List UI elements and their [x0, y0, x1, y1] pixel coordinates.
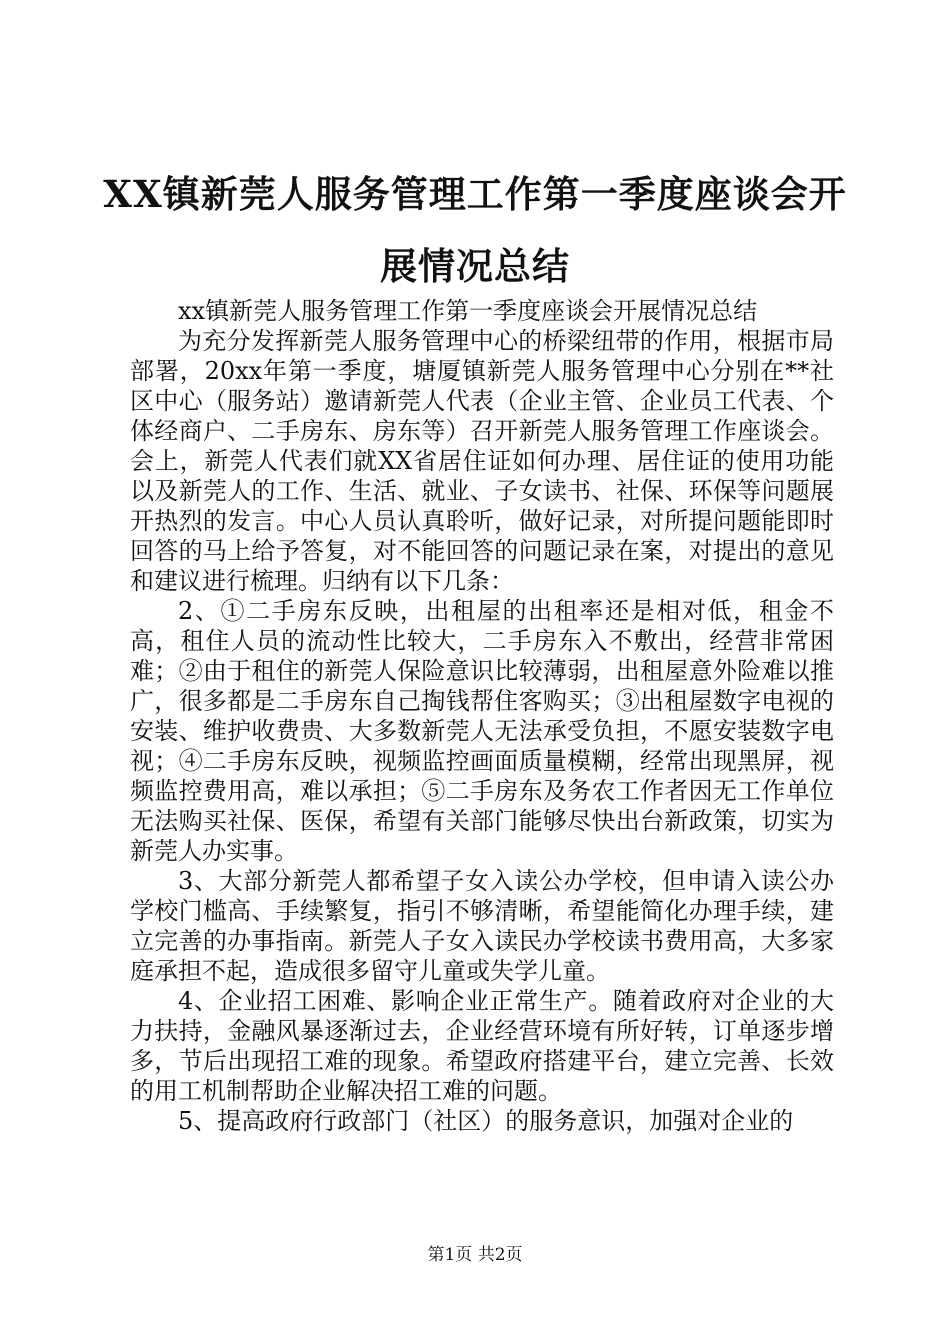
document-body	[130, 296, 834, 1136]
paragraph-item-4: 4、企业招工困难、影响企业正常生产。随着政府对企业的大力扶持，金融风暴逐渐过去，企业经营环境有所好转，订单逐步增多，节后出现招工难的现象。希望政府搭建平台，建立完善、长效的用工机制帮助企业解决招工难的问题。	[130, 987, 834, 1105]
page-footer: 第1页 共2页	[427, 1245, 523, 1265]
title-line-1: XX镇新莞人服务管理工作第一季度座谈会开	[103, 172, 847, 216]
paragraph-item-3: 3、大部分新莞人都希望子女入读公办学校，但申请入读公办学校门槛高、手续繁复，指引不够清晰，希望能简化办理手续，建立完善的办事指南。新莞人子女入读民办学校读书费用高，大多家庭承担不起，造成很多留守儿童或失学儿童。	[130, 867, 834, 985]
paragraph-subtitle: xx镇新莞人服务管理工作第一季度座谈会开展情况总结	[178, 297, 758, 325]
paragraph-intro: 为充分发挥新莞人服务管理中心的桥梁纽带的作用，根据市局部署，20xx年第一季度，塘厦镇新莞人服务管理中心分别在**社区中心（服务站）邀请新莞人代表（企业主管、企业员工代表、个体经商户、二手房东、房东等）召开新莞人服务管理工作座谈会。会上，新莞人代表们就XX省居住证如何办理、居住证的使用功能以及新莞人的工作、生活、就业、子女读书、社保、环保等问题展开热烈的发言。中心人员认真聆听，做好记录，对所提问题能即时回答的马上给予答复，对不能回答的问题记录在案，对提出的意见和建议进行梳理。归纳有以下几条：	[130, 327, 834, 595]
paragraph-item-2: 2、①二手房东反映，出租屋的出租率还是相对低，租金不高，租住人员的流动性比较大，二手房东入不敷出，经营非常困难；②由于租住的新莞人保险意识比较薄弱，出租屋意外险难以推广，很多都是二手房东自己掏钱帮住客购买；③出租屋数字电视的安装、维护收费贵、大多数新莞人无法承受负担，不愿安装数字电视；④二手房东反映，视频监控画面质量模糊，经常出现黑屏，视频监控费用高，难以承担；⑤二手房东及务农工作者因无工作单位无法购买社保、医保，希望有关部门能够尽快出台新政策，切实为新莞人办实事。	[130, 597, 834, 865]
document-title	[100, 158, 850, 302]
paragraph-item-5: 5、提高政府行政部门（社区）的服务意识，加强对企业的	[178, 1107, 794, 1135]
title-line-2: 展情况总结	[380, 244, 570, 288]
